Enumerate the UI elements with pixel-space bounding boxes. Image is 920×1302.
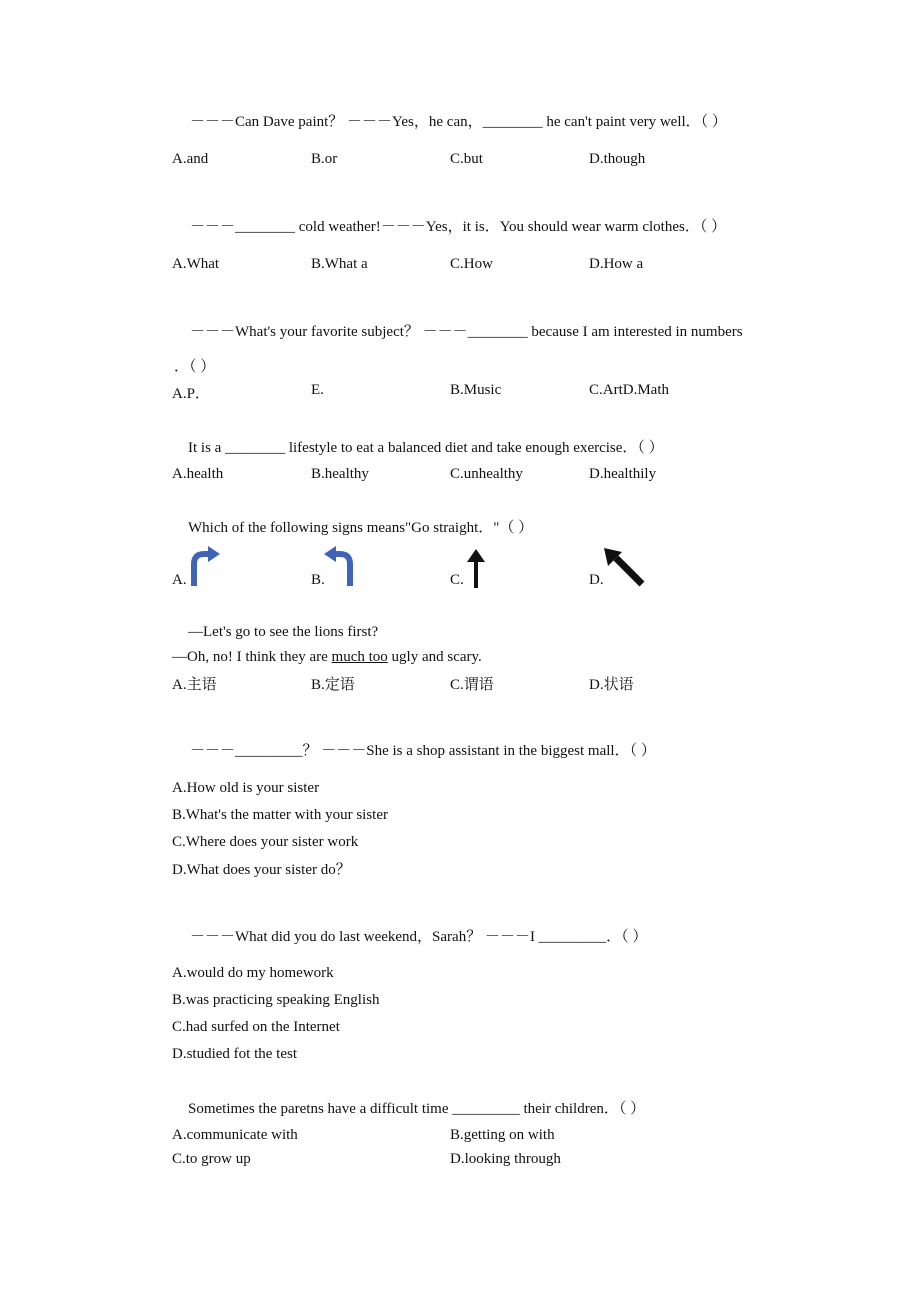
q3-option-e: E.	[311, 382, 324, 398]
q8-option-b: B.was practicing speaking English	[172, 992, 380, 1008]
q2-option-a: A.What	[172, 256, 220, 272]
q6-line2-post: ugly and scary.	[387, 649, 482, 665]
q9-option-b: B.getting on with	[450, 1127, 555, 1143]
turn-right-arrow-icon	[186, 544, 222, 588]
q2-option-c: C.How	[450, 256, 493, 272]
q2-option-d: D.How a	[589, 256, 644, 272]
q5-option-d: D.	[589, 572, 604, 588]
q6-option-a: A.主语	[172, 677, 217, 693]
q8-option-c: C.had surfed on the Internet	[172, 1019, 340, 1035]
q4-option-c: C.unhealthy	[450, 466, 523, 482]
q7-option-d: D.What does your sister do？	[172, 862, 351, 878]
question-3-stem-cont: ．（ ）	[174, 359, 216, 375]
q5-option-b: B.	[311, 572, 325, 588]
question-6-line-1: —Let's go to see the lions first?	[188, 624, 379, 640]
q1-option-c: C.but	[450, 151, 483, 167]
question-8-stem: －－－What did you do last weekend，Sarah？ －－－I _________．（ ）	[190, 929, 648, 945]
q5-option-a: A.	[172, 572, 187, 588]
question-3-stem: －－－What's your favorite subject？ －－－________ because I am interested in numbers	[190, 324, 743, 340]
q5-option-c: C.	[450, 572, 464, 588]
q1-option-a: A.and	[172, 151, 209, 167]
question-6-line-2	[172, 649, 482, 666]
q6-option-c: C.谓语	[450, 677, 494, 693]
question-9-stem: Sometimes the paretns have a difficult time _________ their children．（ ）	[188, 1101, 646, 1117]
q9-option-c: C.to grow up	[172, 1151, 251, 1167]
question-7-stem: －－－_________？ －－－She is a shop assistant in the biggest mall．（ ）	[190, 743, 656, 759]
turn-left-arrow-icon	[322, 544, 358, 588]
q3-option-a: A.P．	[172, 386, 210, 402]
q9-option-d: D.looking through	[450, 1151, 561, 1167]
q8-option-d: D.studied fot the test	[172, 1046, 297, 1062]
q6-option-d: D.状语	[589, 677, 634, 693]
question-4-stem: It is a ________ lifestyle to eat a balanced diet and take enough exercise．（ ）	[188, 440, 664, 456]
q3-option-b: B.Music	[450, 382, 502, 398]
q9-option-a: A.communicate with	[172, 1127, 298, 1143]
q2-option-b: B.What a	[311, 256, 368, 272]
q4-option-b: B.healthy	[311, 466, 369, 482]
question-1-stem: －－－Can Dave paint？ －－－Yes，he can，________ he can't paint very well．（ ）	[190, 114, 727, 130]
q1-option-d: D.though	[589, 151, 646, 167]
q6-option-b: B.定语	[311, 677, 355, 693]
q7-option-a: A.How old is your sister	[172, 780, 320, 796]
question-2-stem: －－－________ cold weather!－－－Yes，it is．You should wear warm clothes．（ ）	[190, 219, 727, 235]
q3-option-cd: C.ArtD.Math	[589, 382, 669, 398]
question-5-stem: Which of the following signs means"Go straight．"（ ）	[188, 520, 534, 536]
q1-option-b: B.or	[311, 151, 338, 167]
q8-option-a: A.would do my homework	[172, 965, 334, 981]
q4-option-a: A.health	[172, 466, 224, 482]
q4-option-d: D.healthily	[589, 466, 657, 482]
go-straight-arrow-icon	[465, 548, 487, 588]
q7-option-b: B.What's the matter with your sister	[172, 807, 388, 823]
q6-line2-pre: —Oh, no! I think they are	[172, 649, 332, 665]
diagonal-arrow-icon	[602, 546, 646, 588]
q7-option-c: C.Where does your sister work	[172, 834, 359, 850]
q6-underlined-phrase: much too	[331, 649, 388, 665]
